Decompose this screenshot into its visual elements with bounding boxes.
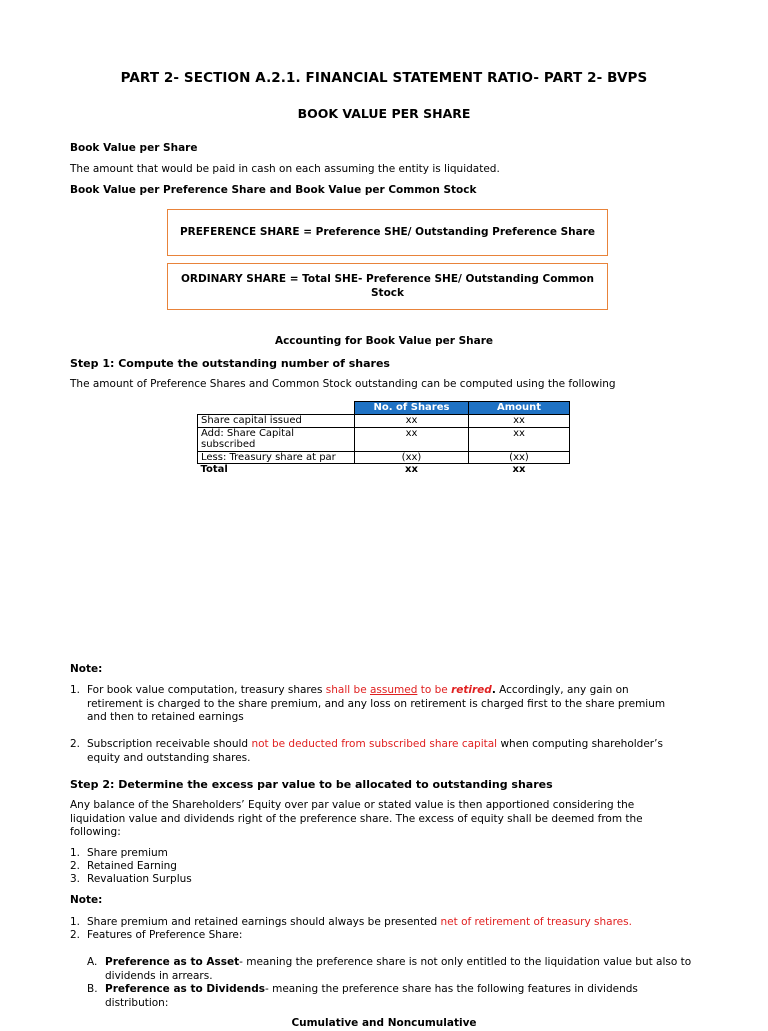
step2-heading: Step 2: Determine the excess par value to be allocated to outstanding shares: [70, 778, 553, 791]
step2-item: Retained Earning: [87, 860, 177, 872]
step2-item: Revaluation Surplus: [87, 873, 192, 885]
cumulative-heading: Cumulative and Noncumulative: [291, 1017, 477, 1029]
table-row-label: Add: Share Capital subscribed: [198, 427, 355, 451]
page-title: PART 2- SECTION A.2.1. FINANCIAL STATEMENT RATIO- PART 2- BVPS: [120, 70, 648, 86]
note2-heading: Note:: [70, 894, 103, 906]
note1-item1-assumed: assumed: [370, 684, 418, 696]
note2-subB-bold: Preference as to Dividends: [105, 983, 265, 995]
step1-heading: Step 1: Compute the outstanding number of shares: [70, 357, 390, 370]
note1-item1-period: .: [491, 684, 496, 696]
table-row-amount: (xx): [469, 451, 570, 464]
note1-item1: [87, 684, 687, 725]
table-row: [198, 415, 570, 428]
bvps-heading: Book Value per Share: [70, 142, 198, 154]
note2-subB-rest: - meaning the preference share has the following features in dividends distribution:: [105, 983, 638, 1009]
table-row-label: Less: Treasury share at par: [198, 451, 355, 464]
step1-text: The amount of Preference Shares and Common Stock outstanding can be computed using the following: [70, 378, 616, 390]
table-header-row: [198, 402, 570, 415]
formula-preference: PREFERENCE SHARE = Preference SHE/ Outstanding Preference Share: [179, 225, 596, 238]
note2-subA: [105, 956, 695, 983]
table-header-amount: Amount: [469, 402, 570, 415]
shares-table: [197, 401, 570, 476]
note1-item1-number: 1.: [70, 684, 81, 696]
step2-item-number: 3.: [70, 873, 81, 885]
note2-subA-rest: - meaning the preference share is not only entitled to the liquidation value but also to dividends in arrears.: [105, 956, 692, 982]
note2-subA-letter: A.: [87, 956, 98, 968]
table-total-row: [198, 464, 570, 476]
table-row: [198, 451, 570, 464]
table-row-amount: xx: [469, 427, 570, 451]
note2-item2-number: 2.: [70, 929, 81, 941]
note1-item1-g: Accordingly, any gain on retirement is charged to the share premium, and any loss on retirement is charged first to the share premium and then to retained earnings: [87, 684, 666, 723]
note1-item1-retired: retired: [451, 684, 492, 696]
note2-item1-number: 1.: [70, 916, 81, 928]
table-header-shares: No. of Shares: [355, 402, 469, 415]
step2-text: Any balance of the Shareholders’ Equity over par value or stated value is then apportioned considering the liquidation value and dividends right of the preference share. The excess of equity shall be deemed from the following:: [70, 799, 643, 838]
note2-subB: [105, 983, 685, 1010]
note1-item2-b: not be deducted from subscribed share capital: [251, 738, 498, 750]
table-row-label: Share capital issued: [198, 415, 355, 428]
table-total-label: Total: [200, 464, 228, 475]
note1-item1-d: to be: [417, 684, 452, 696]
table-row-shares: xx: [355, 415, 469, 428]
note2-item1-b: net of retirement of treasury shares.: [440, 916, 632, 928]
bvps-types-heading: Book Value per Preference Share and Book Value per Common Stock: [70, 184, 477, 196]
step2-item: Share premium: [87, 847, 168, 859]
note2-item1-a: Share premium and retained earnings should always be presented: [87, 916, 441, 928]
note1-item1-b: shall be: [325, 684, 370, 696]
formula-ordinary-box: [167, 263, 608, 310]
note1-item2-a: Subscription receivable should: [87, 738, 252, 750]
note2-subB-letter: B.: [87, 983, 98, 995]
accounting-heading: Accounting for Book Value per Share: [274, 335, 494, 347]
formula-ordinary: ORDINARY SHARE = Total SHE- Preference SHE/ Outstanding Common Stock: [180, 273, 594, 299]
table-total-amount: xx: [512, 464, 526, 475]
step2-item-number: 2.: [70, 860, 81, 872]
bvps-definition: The amount that would be paid in cash on each assuming the entity is liquidated.: [70, 163, 500, 175]
note1-item2-number: 2.: [70, 738, 81, 750]
note2-item1: [87, 916, 687, 930]
note2-item2: Features of Preference Share:: [87, 929, 243, 941]
table-row: [198, 427, 570, 451]
note2-subA-bold: Preference as to Asset: [105, 956, 240, 968]
formula-preference-box: [167, 209, 608, 256]
note1-item2-c: when computing shareholder’s equity and outstanding shares.: [87, 738, 663, 764]
note1-heading: Note:: [70, 663, 103, 675]
table-header-blank: [198, 402, 355, 415]
table-row-shares: xx: [355, 427, 469, 451]
table-row-amount: xx: [469, 415, 570, 428]
note1-item1-a: For book value computation, treasury shares: [87, 684, 326, 696]
table-total-shares: xx: [405, 464, 418, 475]
page-subtitle: BOOK VALUE PER SHARE: [297, 106, 471, 121]
table-row-shares: (xx): [355, 451, 469, 464]
note1-item2: [87, 738, 687, 765]
step2-item-number: 1.: [70, 847, 81, 859]
